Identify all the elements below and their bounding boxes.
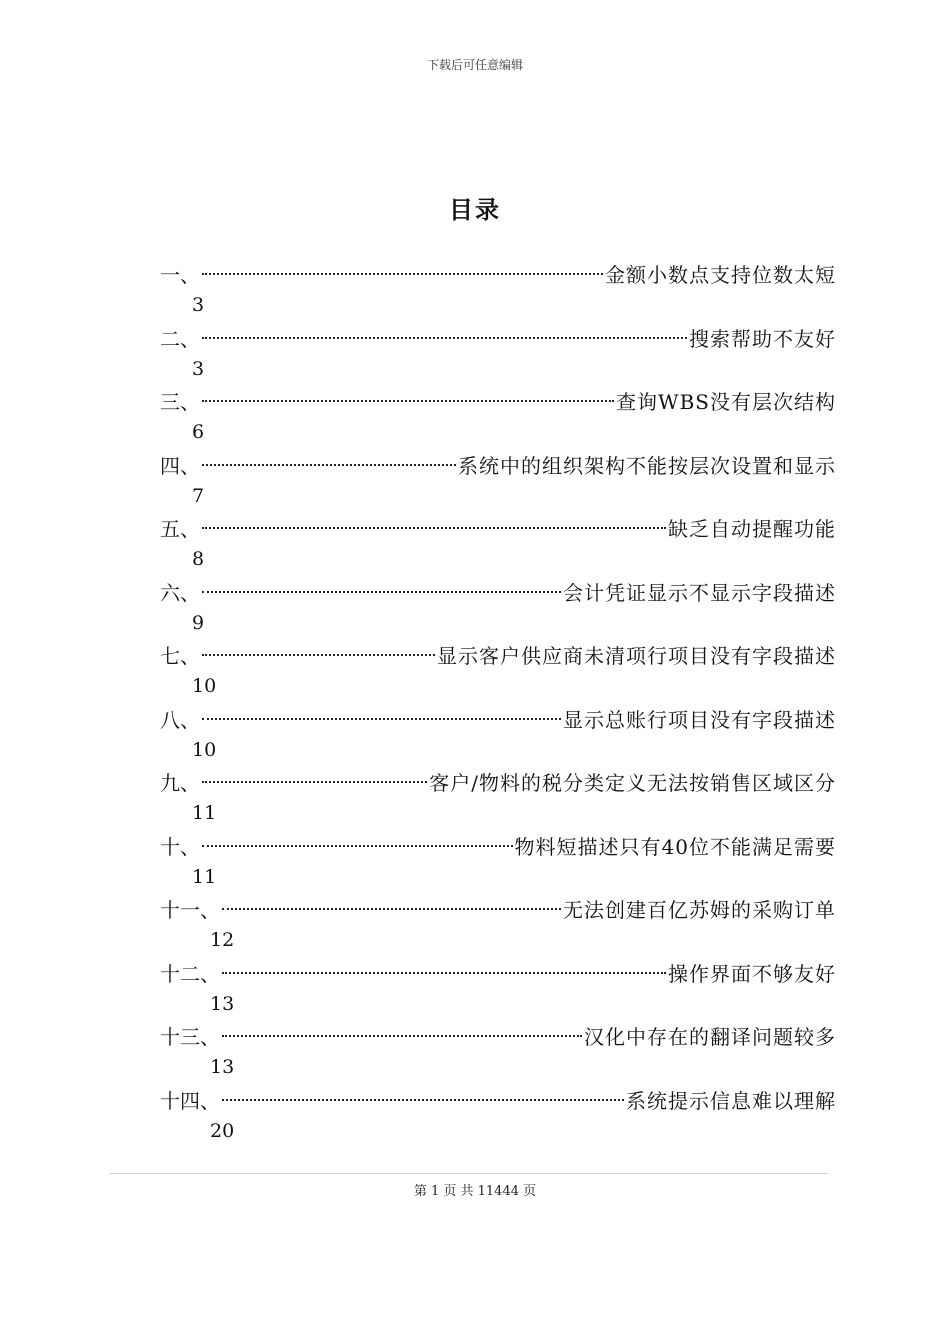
toc-entry-title: 金额小数点支持位数太短 <box>605 263 836 287</box>
toc-dot-leader <box>222 908 561 910</box>
toc-entry-title: 会计凭证显示不显示字段描述 <box>563 580 836 605</box>
toc-entry-10[interactable] <box>160 830 836 894</box>
toc-entry-4[interactable] <box>160 449 836 513</box>
toc-entry-title: 显示客户供应商未清项行项目没有字段描述 <box>437 644 836 668</box>
toc-entry-number: 四、 <box>160 453 200 478</box>
toc-entry-page: 8 <box>192 548 205 570</box>
toc-dot-leader <box>222 1099 624 1101</box>
toc-entry-9[interactable] <box>160 766 836 830</box>
toc-entry-title: 搜索帮助不友好 <box>689 326 836 351</box>
toc-entry-page: 6 <box>192 421 205 443</box>
toc-entry-number: 三、 <box>160 390 200 414</box>
toc-entry-number: 十四、 <box>160 1088 220 1113</box>
toc-entry-number: 五、 <box>160 517 200 541</box>
toc-entry-page: 20 <box>210 1119 235 1142</box>
toc-entry-title: 客户/物料的税分类定义无法按销售区域区分 <box>429 771 836 795</box>
toc-dot-leader <box>202 654 435 656</box>
toc-entry-number: 八、 <box>160 707 200 732</box>
toc-entry-page: 13 <box>210 992 235 1015</box>
toc-entry-page: 7 <box>192 484 205 507</box>
footer-divider <box>110 1173 828 1174</box>
toc-dot-leader <box>202 718 561 720</box>
toc-entry-11[interactable] <box>160 893 836 957</box>
toc-entry-number: 十二、 <box>160 961 220 986</box>
toc-dot-leader <box>202 337 687 339</box>
toc-entry-number: 六、 <box>160 580 200 605</box>
page-footer: 第 1 页 共 11444 页 <box>413 1184 537 1199</box>
toc-entry-7[interactable] <box>160 639 836 703</box>
toc-entry-title: 物料短描述只有40位不能满足需要 <box>514 834 836 859</box>
toc-entry-1[interactable] <box>160 258 836 322</box>
toc-dot-leader <box>202 527 666 529</box>
toc-dot-leader <box>222 972 666 974</box>
toc-entry-5[interactable] <box>160 512 836 576</box>
page-header: 下载后可任意编辑 <box>426 58 523 72</box>
toc-entry-page: 3 <box>192 294 205 316</box>
toc-entry-title: 显示总账行项目没有字段描述 <box>563 707 836 732</box>
toc-dot-leader <box>202 464 456 466</box>
toc-entry-page: 13 <box>210 1056 235 1078</box>
toc-dot-leader <box>202 400 614 402</box>
toc-entry-8[interactable] <box>160 703 836 767</box>
toc-entry-14[interactable] <box>160 1084 836 1148</box>
toc-entry-title: 系统提示信息难以理解 <box>626 1088 836 1113</box>
toc-entry-title: 操作界面不够友好 <box>668 961 836 986</box>
toc-entry-2[interactable] <box>160 322 836 386</box>
toc-entry-number: 十一、 <box>160 898 220 922</box>
toc-dot-leader <box>202 781 427 783</box>
toc-entry-title: 系统中的组织架构不能按层次设置和显示 <box>458 453 836 478</box>
toc-dot-leader <box>202 273 603 275</box>
toc-entry-number: 七、 <box>160 644 200 668</box>
toc-entry-page: 11 <box>192 865 217 888</box>
toc-entry-3[interactable] <box>160 385 836 449</box>
toc-entry-number: 二、 <box>160 326 200 351</box>
toc-entry-title: 汉化中存在的翻译问题较多 <box>584 1025 836 1049</box>
toc-dot-leader <box>222 1035 582 1037</box>
toc-entry-number: 一、 <box>160 263 200 287</box>
toc-entry-title: 无法创建百亿苏姆的采购订单 <box>563 898 836 922</box>
toc-entry-number: 十、 <box>160 834 200 859</box>
toc-title: 目录 <box>449 195 501 224</box>
toc-entry-page: 11 <box>192 802 217 824</box>
toc-entry-page: 12 <box>210 929 235 951</box>
toc-entry-13[interactable] <box>160 1020 836 1084</box>
toc-entry-page: 9 <box>192 611 205 634</box>
toc-entry-page: 10 <box>192 738 217 761</box>
toc-list <box>160 258 836 1147</box>
toc-entry-title: 缺乏自动提醒功能 <box>668 517 836 541</box>
toc-entry-6[interactable] <box>160 576 836 640</box>
toc-dot-leader <box>202 591 561 593</box>
toc-dot-leader <box>202 845 513 847</box>
toc-entry-title: 查询WBS没有层次结构 <box>616 390 836 414</box>
toc-entry-page: 10 <box>192 675 217 697</box>
toc-entry-12[interactable] <box>160 957 836 1021</box>
toc-entry-page: 3 <box>192 357 205 380</box>
toc-entry-number: 九、 <box>160 771 200 795</box>
toc-entry-number: 十三、 <box>160 1025 220 1049</box>
